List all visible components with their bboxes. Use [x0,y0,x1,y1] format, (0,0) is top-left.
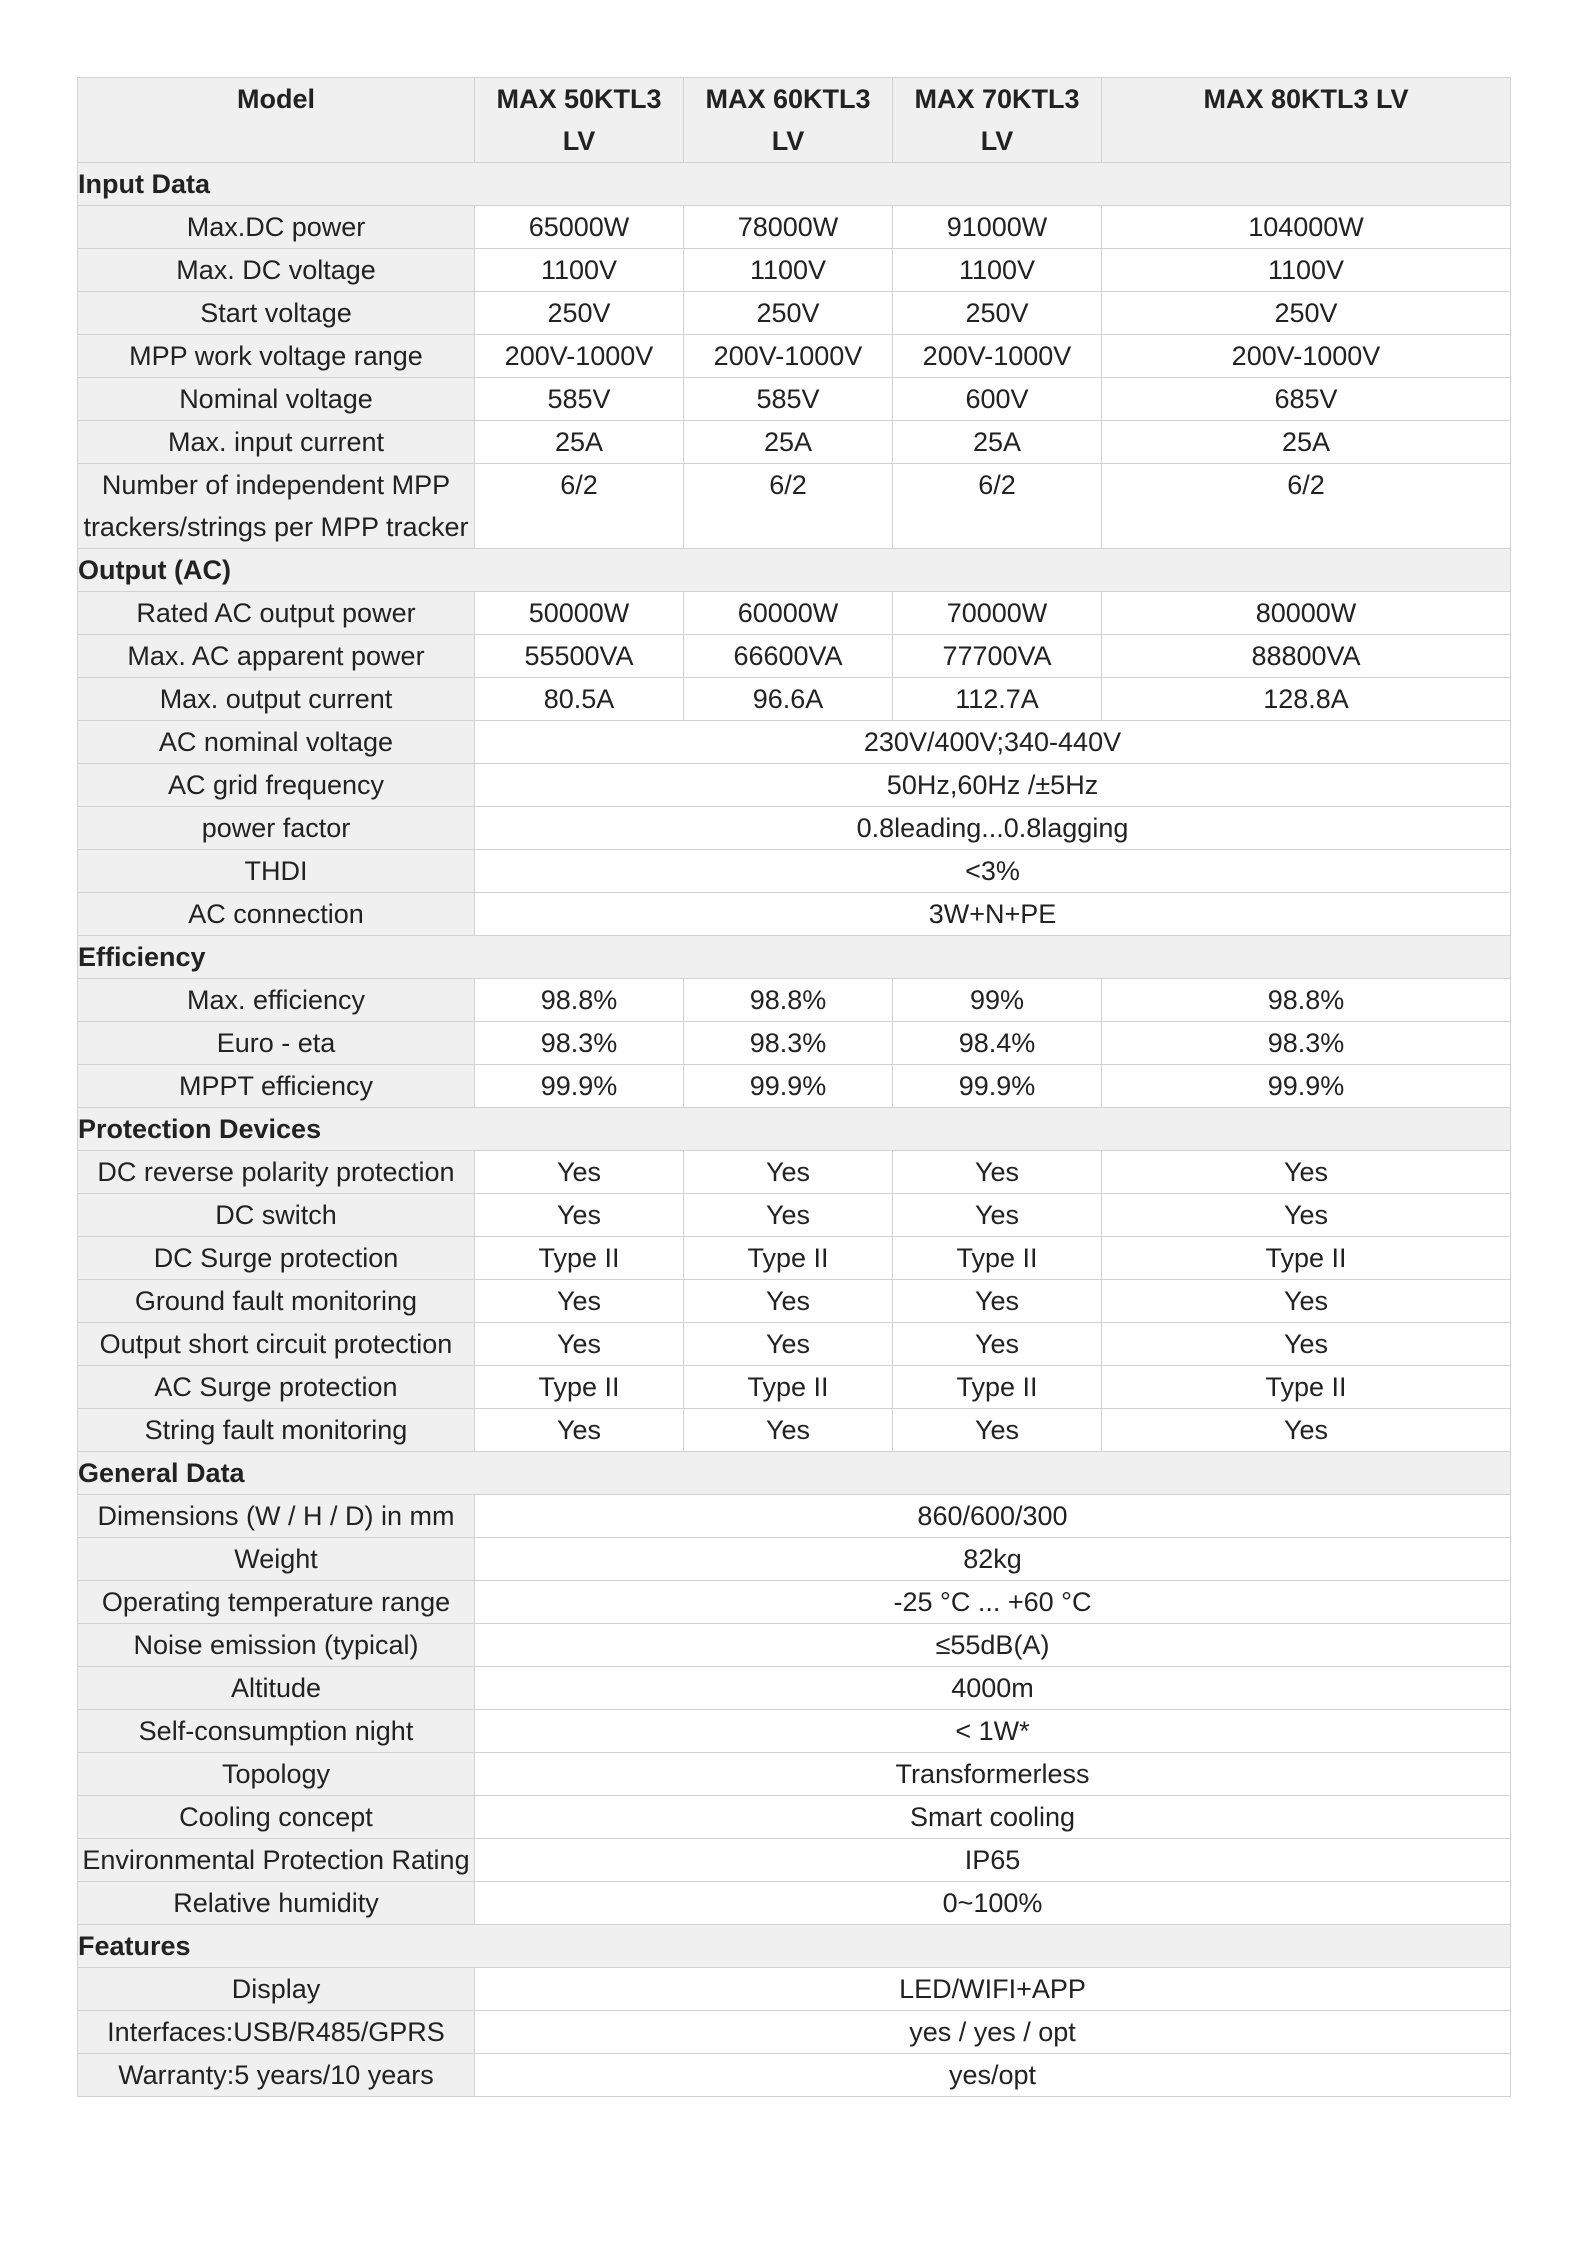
row-label: Ground fault monitoring [78,1280,475,1323]
section-row [78,163,1511,206]
row-value: 65000W [475,206,684,249]
section-title-output: Output (AC) [78,549,1511,592]
row-value: 1100V [893,249,1102,292]
row-value: Type II [893,1366,1102,1409]
table-row [78,1968,1511,2011]
row-value: 200V-1000V [684,335,893,378]
row-label: Euro - eta [78,1022,475,1065]
row-value: 250V [893,292,1102,335]
row-value: yes / yes / opt [475,2011,1511,2054]
row-value: 200V-1000V [893,335,1102,378]
row-value: Transformerless [475,1753,1511,1796]
row-value: Yes [475,1323,684,1366]
header-model-2: MAX 60KTL3 LV [684,78,893,163]
row-value: Yes [1102,1323,1511,1366]
table-row [78,1366,1511,1409]
table-row [78,2054,1511,2097]
row-value: Yes [475,1280,684,1323]
row-value: Type II [684,1237,893,1280]
row-value: 55500VA [475,635,684,678]
table-row [78,206,1511,249]
row-value: Type II [893,1237,1102,1280]
table-row [78,292,1511,335]
row-value: Type II [475,1237,684,1280]
row-value: 1100V [684,249,893,292]
section-title-general: General Data [78,1452,1511,1495]
row-value: 25A [1102,421,1511,464]
row-value: 78000W [684,206,893,249]
row-value: IP65 [475,1839,1511,1882]
row-value: Yes [893,1194,1102,1237]
row-value: 250V [684,292,893,335]
row-label: power factor [78,807,475,850]
row-value: LED/WIFI+APP [475,1968,1511,2011]
row-value: Yes [893,1151,1102,1194]
row-value: 6/2 [893,464,1102,549]
table-row [78,1280,1511,1323]
row-value: Yes [1102,1409,1511,1452]
row-label: AC Surge protection [78,1366,475,1409]
row-value: 98.8% [684,979,893,1022]
row-value: Type II [475,1366,684,1409]
row-value: 1100V [1102,249,1511,292]
row-value: 98.3% [1102,1022,1511,1065]
row-value: Yes [684,1323,893,1366]
row-value: 50000W [475,592,684,635]
row-value: 99.9% [893,1065,1102,1108]
row-value: 104000W [1102,206,1511,249]
row-value: Yes [893,1280,1102,1323]
row-value: Yes [684,1409,893,1452]
section-row [78,936,1511,979]
row-value: 230V/400V;340-440V [475,721,1511,764]
row-value: 80000W [1102,592,1511,635]
row-value: 99.9% [475,1065,684,1108]
table-row [78,1753,1511,1796]
row-value: 98.4% [893,1022,1102,1065]
table-row [78,635,1511,678]
row-label: Max. AC apparent power [78,635,475,678]
row-value: 0.8leading...0.8lagging [475,807,1511,850]
row-value: Smart cooling [475,1796,1511,1839]
row-value: 98.8% [1102,979,1511,1022]
row-label: Rated AC output power [78,592,475,635]
table-row [78,850,1511,893]
row-label: Warranty:5 years/10 years [78,2054,475,2097]
row-label: Weight [78,1538,475,1581]
table-row [78,1194,1511,1237]
table-row [78,1624,1511,1667]
row-value: 0~100% [475,1882,1511,1925]
row-label: Noise emission (typical) [78,1624,475,1667]
table-row [78,464,1511,549]
header-model-4: MAX 80KTL3 LV [1102,78,1511,163]
row-value: Yes [1102,1194,1511,1237]
row-value: 70000W [893,592,1102,635]
row-value: Yes [1102,1280,1511,1323]
section-row [78,549,1511,592]
row-label: Altitude [78,1667,475,1710]
table-row [78,378,1511,421]
row-value: 25A [684,421,893,464]
row-value: 600V [893,378,1102,421]
row-value: 99.9% [684,1065,893,1108]
row-value: Type II [1102,1366,1511,1409]
row-value: 200V-1000V [1102,335,1511,378]
table-row [78,979,1511,1022]
row-value: 1100V [475,249,684,292]
table-row [78,721,1511,764]
row-value: Yes [1102,1151,1511,1194]
row-label: Display [78,1968,475,2011]
row-value: 50Hz,60Hz /±5Hz [475,764,1511,807]
row-value: 96.6A [684,678,893,721]
spec-table [77,77,1511,2097]
row-value: 25A [893,421,1102,464]
section-title-input: Input Data [78,163,1511,206]
section-title-features: Features [78,1925,1511,1968]
row-label: Max. input current [78,421,475,464]
row-label: THDI [78,850,475,893]
table-row [78,1065,1511,1108]
table-row [78,1581,1511,1624]
row-value: Type II [684,1366,893,1409]
table-row [78,592,1511,635]
row-value: 112.7A [893,678,1102,721]
row-label: Max.DC power [78,206,475,249]
row-label: Max. output current [78,678,475,721]
header-model-3: MAX 70KTL3 LV [893,78,1102,163]
row-value: 99.9% [1102,1065,1511,1108]
table-row [78,2011,1511,2054]
row-label: Cooling concept [78,1796,475,1839]
row-label: AC connection [78,893,475,936]
row-label: Output short circuit protection [78,1323,475,1366]
row-label: DC Surge protection [78,1237,475,1280]
row-value: 60000W [684,592,893,635]
row-value: <3% [475,850,1511,893]
row-label: Self-consumption night [78,1710,475,1753]
row-label: Number of independent MPP trackers/strings per MPP tracker [78,464,475,549]
row-value: Yes [684,1194,893,1237]
table-row [78,1323,1511,1366]
table-row [78,1409,1511,1452]
header-model-1: MAX 50KTL3 LV [475,78,684,163]
row-value: Yes [475,1194,684,1237]
row-label: DC switch [78,1194,475,1237]
table-row [78,1151,1511,1194]
table-row [78,1882,1511,1925]
row-label: MPPT efficiency [78,1065,475,1108]
row-label: Max. efficiency [78,979,475,1022]
table-row [78,421,1511,464]
table-row [78,335,1511,378]
row-value: 128.8A [1102,678,1511,721]
row-value: Yes [475,1151,684,1194]
row-label: Start voltage [78,292,475,335]
row-label: AC nominal voltage [78,721,475,764]
row-label: Max. DC voltage [78,249,475,292]
row-value: 99% [893,979,1102,1022]
row-value: 77700VA [893,635,1102,678]
row-value: 860/600/300 [475,1495,1511,1538]
table-row [78,807,1511,850]
row-value: 80.5A [475,678,684,721]
row-label: DC reverse polarity protection [78,1151,475,1194]
table-row [78,1495,1511,1538]
table-row [78,1022,1511,1065]
section-row [78,1925,1511,1968]
row-value: 66600VA [684,635,893,678]
row-value: 91000W [893,206,1102,249]
row-value: Yes [893,1409,1102,1452]
row-label: Interfaces:USB/R485/GPRS [78,2011,475,2054]
table-row [78,1667,1511,1710]
row-label: Relative humidity [78,1882,475,1925]
section-title-protection: Protection Devices [78,1108,1511,1151]
row-value: 585V [475,378,684,421]
row-value: 98.3% [684,1022,893,1065]
row-value: Type II [1102,1237,1511,1280]
row-value: 98.3% [475,1022,684,1065]
row-label: MPP work voltage range [78,335,475,378]
table-row [78,1710,1511,1753]
row-value: Yes [684,1280,893,1323]
row-value: 685V [1102,378,1511,421]
table-row [78,764,1511,807]
row-value: 4000m [475,1667,1511,1710]
row-value: yes/opt [475,2054,1511,2097]
row-value: Yes [893,1323,1102,1366]
table-row [78,1237,1511,1280]
section-row [78,1452,1511,1495]
row-value: ≤55dB(A) [475,1624,1511,1667]
table-row [78,1796,1511,1839]
table-row [78,249,1511,292]
row-value: 6/2 [1102,464,1511,549]
table-row [78,1538,1511,1581]
row-value: Yes [684,1151,893,1194]
row-value: 200V-1000V [475,335,684,378]
row-label: AC grid frequency [78,764,475,807]
header-row [78,78,1511,163]
row-label: Environmental Protection Rating [78,1839,475,1882]
row-value: 82kg [475,1538,1511,1581]
row-value: 3W+N+PE [475,893,1511,936]
row-value: 88800VA [1102,635,1511,678]
row-label: String fault monitoring [78,1409,475,1452]
row-value: 25A [475,421,684,464]
row-value: Yes [475,1409,684,1452]
table-row [78,678,1511,721]
row-value: 250V [475,292,684,335]
row-label: Dimensions (W / H / D) in mm [78,1495,475,1538]
section-title-efficiency: Efficiency [78,936,1511,979]
row-value: 6/2 [684,464,893,549]
row-value: 585V [684,378,893,421]
row-value: -25 °C ... +60 °C [475,1581,1511,1624]
section-row [78,1108,1511,1151]
row-label: Topology [78,1753,475,1796]
table-row [78,1839,1511,1882]
table-row [78,893,1511,936]
row-label: Nominal voltage [78,378,475,421]
header-model: Model [78,78,475,163]
row-value: 250V [1102,292,1511,335]
row-value: < 1W* [475,1710,1511,1753]
row-label: Operating temperature range [78,1581,475,1624]
row-value: 98.8% [475,979,684,1022]
row-value: 6/2 [475,464,684,549]
